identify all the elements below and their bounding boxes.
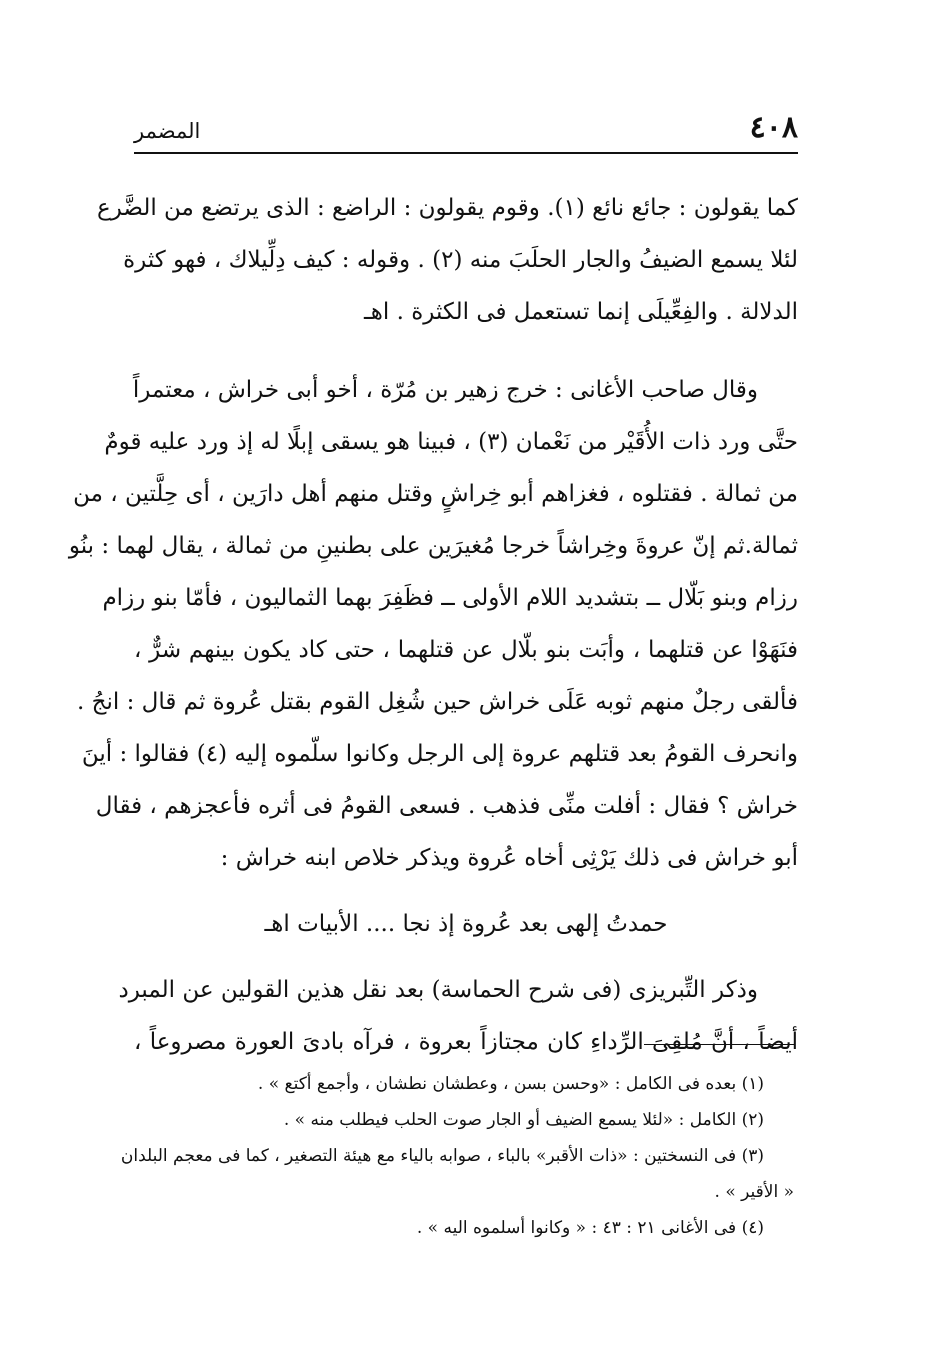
page-header [134, 108, 798, 154]
text-line: وانحرف القومُ بعد قتلهم عروة إلى الرجل وكانوا سلّموه إليه (٤) فقالوا : أينَ [81, 741, 798, 767]
text-line: ثمالة.ثم إنّ عروةَ وخِراشاً خرجا مُغيرَين على بطنينِ من ثمالة ، يقال لهما : بنُو [68, 533, 798, 559]
text-line: كما يقولون : جائع نائع (١). وقوم يقولون : الراضع : الذى يرتضع من الضَّرع [96, 195, 798, 221]
text-line: أيضاً ، أنَّ مُلقِىَ الرِّداءِ كان مجتازاً بعروة ، فرآه بادىَ العورة مصروعاً ، [134, 1029, 798, 1055]
text-line: فألقى رجلٌ منهم ثوبه عَلَى خراش حين شُغِل القوم بقتل عُروة ثم قال : انجُ . [77, 689, 798, 715]
footnote-divider [644, 1044, 794, 1045]
footnote-1: (١) بعده فى الكامل : «وحسن بسن ، وعطشان نطشان ، وأجمع أكتع » . [257, 1074, 764, 1094]
text-line: فنَهَوْا عن قتلهما ، وأبَت بنو بلّال عن قتلهما ، حتى كاد يكون بينهم شرٌّ ، [134, 637, 798, 663]
footnote-2: (٢) الكامل : «لئلا يسمع الضيف أو الجار صوت الحلب فيطلب منه » . [283, 1110, 764, 1130]
text-line: خراش ؟ فقال : أفلت منِّى فذهب . فسعى القومُ فى أثره فأعجزهم ، فقال [95, 793, 798, 819]
text-line: وقال صاحب الأغانى : خرج زهير بن مُرّة ، أخو أبى خراش ، معتمراً [132, 377, 758, 403]
footnotes [120, 1066, 794, 1246]
main-text [68, 182, 798, 1068]
text-line: رزام وبنو بَلّال ــ بتشديد اللام الأولى ــ فظَفِرَ بهما الثماليون ، فأمّا بنو رزام [102, 585, 798, 611]
footnote-3: (٣) فى النسختين : «ذات الأقبر» بالباء ، صوابه بالياء مع هيئة التصغير ، كما فى معجم البلدان [120, 1146, 764, 1166]
text-line: حتَّى ورد ذات الأُقَيْر من نَعْمان (٣) ، فبينا هو يسقى إبلًا له إذ ورد عليه قومٌ [104, 429, 798, 455]
page-number: ٤٠٨ [749, 110, 798, 145]
paragraph-gap [134, 338, 798, 364]
text-line: أبو خراش فى ذلك يَرْثِى أخاه عُروة ويذكر خلاص ابنه خراش : [220, 845, 798, 871]
footnote-3-continuation: « الأقير » . [714, 1182, 794, 1202]
running-title: المضمر [134, 119, 201, 143]
footnote-4: (٤) فى الأغانى ٢١ : ٤٣ : « وكانوا أسلموه اليه » . [416, 1218, 764, 1238]
verse-line: حمدتُ إلهى بعد عُروة إذ نجا .... الأبيات اهـ [264, 911, 668, 937]
text-line: لئلا يسمع الضيفُ والجار الحلَبَ منه (٢) . وقوله : كيف دِلِّيلاك ، فهو كثرة [123, 247, 798, 273]
text-line: الدلالة . والفِعِّيلَى إنما تستعمل فى الكثرة . اهـ [364, 299, 798, 325]
text-line: وذكر التِّبريزى (فى شرح الحماسة) بعد نقل هذين القولين عن المبرد [118, 977, 758, 1003]
text-line: من ثمالة . فقتلوه ، فغزاهم أبو خِراشٍ وقتل منهم أهل دارَين ، أى حِلَّتين ، من [73, 481, 798, 507]
